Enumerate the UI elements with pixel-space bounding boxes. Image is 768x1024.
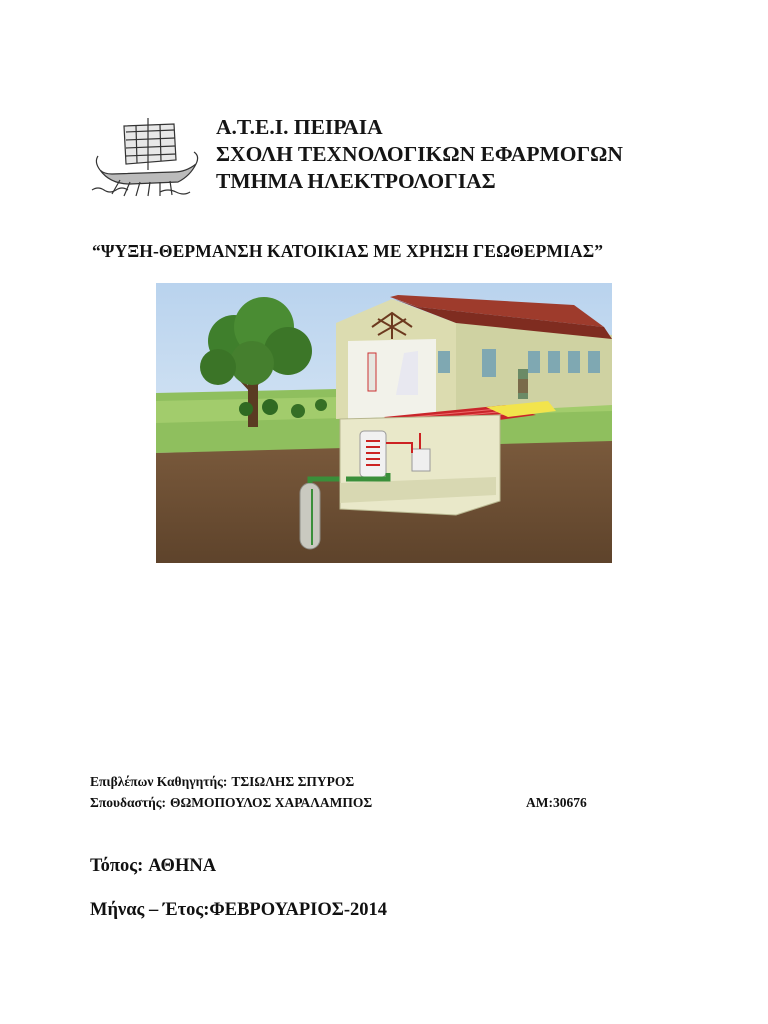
supervisor-label: Επιβλέπων Καθηγητής: [90, 774, 228, 789]
ship-logo-icon [90, 112, 202, 198]
institution-header [216, 114, 623, 195]
geothermal-house-figure [156, 283, 612, 563]
school-name: ΣΧΟΛΗ ΤΕΧΝΟΛΟΓΙΚΩΝ ΕΦΑΡΜΟΓΩΝ [216, 142, 623, 166]
supervisor-name: ΤΣΙΩΛΗΣ ΣΠΥΡΟΣ [231, 774, 355, 789]
thesis-title: “ΨΥΞΗ-ΘΕΡΜΑΝΣΗ ΚΑΤΟΙΚΙΑΣ ΜΕ ΧΡΗΣΗ ΓΕΩΘΕΡΜΙΑΣ” [92, 241, 604, 261]
date-line [90, 900, 387, 921]
date-label: Μήνας – Έτος: [90, 900, 210, 920]
place-value: ΑΘΗΝΑ [148, 856, 217, 876]
student-line [90, 795, 372, 811]
date-value: ΦΕΒΡΟΥΑΡΙΟΣ-2014 [209, 900, 388, 920]
student-id: ΑΜ:30676 [526, 795, 587, 810]
student-label: Σπουδαστής: [90, 795, 166, 810]
supervisor-line [90, 774, 354, 790]
department-name: ΤΜΗΜΑ ΗΛΕΚΤΡΟΛΟΓΙΑΣ [216, 169, 496, 193]
place-line [90, 856, 216, 877]
place-label: Τόπος: [90, 856, 144, 876]
institution-name: Α.Τ.Ε.Ι. ΠΕΙΡΑΙΑ [216, 115, 383, 139]
student-name: ΘΩΜΟΠΟΥΛΟΣ ΧΑΡΑΛΑΜΠΟΣ [169, 795, 373, 810]
